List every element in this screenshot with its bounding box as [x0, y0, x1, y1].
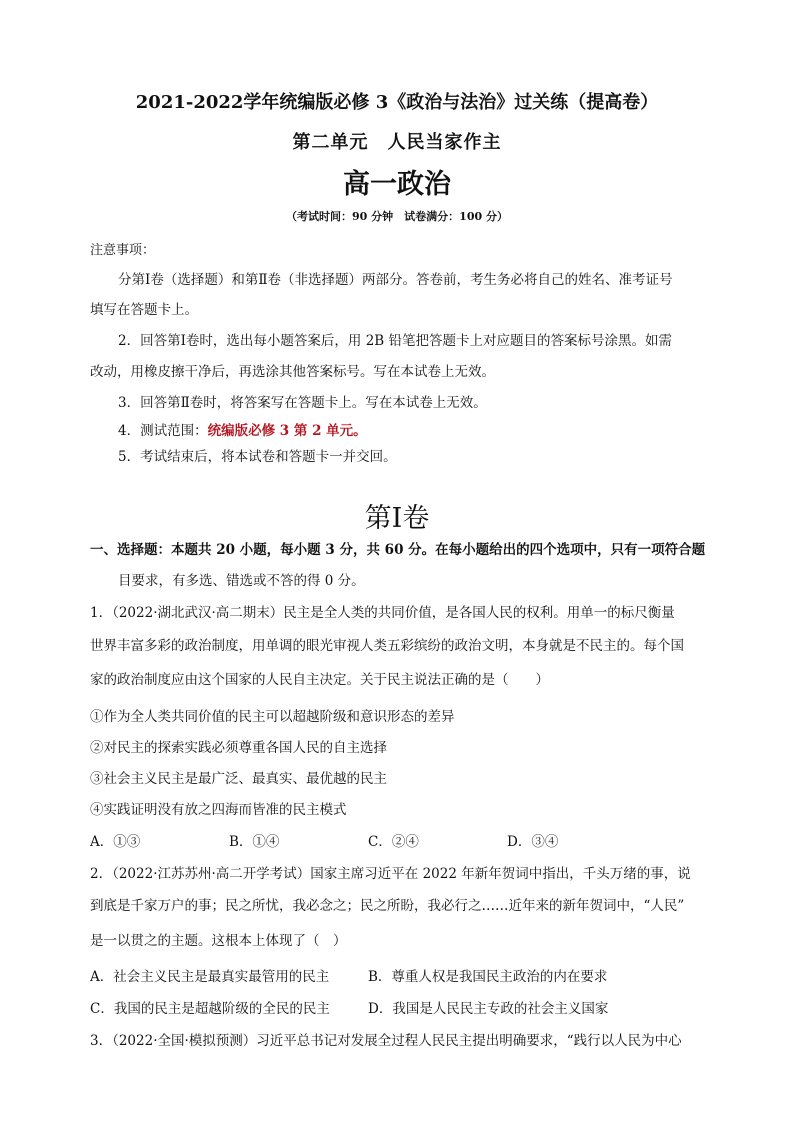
question-2-option-c[interactable]: C．我国的民主是超越阶级的全民的民主 [90, 1001, 330, 1017]
exam-info: （考试时间：90 分钟 试卷满分：100 分） [286, 210, 508, 223]
subject-title: 高一政治 [343, 169, 451, 200]
question-1-option-b[interactable]: B．①④ [229, 834, 280, 850]
section-instructions-line-1 [90, 540, 705, 560]
question-2-stem-line-1: 2．（2022·江苏苏州·高二开学考试）国家主席习近平在 2022 年新年贺词中指出，千头万绪的事，说 [90, 866, 691, 882]
section-title: 第Ⅰ卷 [364, 503, 430, 534]
exam-title: 2021-2022学年统编版必修 3《政治与法治》过关练（提高卷） [135, 92, 659, 113]
notice-heading: 注意事项： [90, 243, 156, 258]
instr-part-c: ，只有一项符合题 [597, 542, 706, 558]
question-1-statement-3: ③社会主义民主是最广泛、最真实、最优越的民主 [90, 771, 387, 787]
question-2-option-d[interactable]: D．我国是人民民主专政的社会主义国家 [368, 1001, 609, 1017]
notice-item-5: 5．考试结束后，将本试卷和答题卡一并交回。 [118, 449, 397, 465]
question-3-stem-line-1: 3．（2022·全国·模拟预测）习近平总书记对发展全过程人民民主提出明确要求，“践行以人民为中心 [90, 1033, 682, 1049]
question-1-statement-4: ④实践证明没有放之四海而皆准的民主模式 [90, 802, 347, 818]
question-2-option-a[interactable]: A．社会主义民主是最真实最管用的民主 [90, 969, 330, 985]
question-1-stem-line-2: 世界丰富多彩的政治制度，用单调的眼光审视人类五彩缤纷的政治文明，本身就是不民主的。每个国 [90, 638, 684, 654]
notice-item-1-line-2: 填写在答题卡上。 [90, 302, 198, 318]
notice-item-1-line-1: 分第Ⅰ卷（选择题）和第Ⅱ卷（非选择题）两部分。答卷前，考生务必将自己的姓名、准考证号 [118, 272, 673, 288]
notice-item-4 [118, 421, 367, 441]
question-1-option-a[interactable]: A．①③ [90, 834, 141, 850]
question-1-option-c[interactable]: C．②④ [368, 834, 419, 850]
question-2-stem-line-2: 到底是千家万户的事；民之所忧，我必念之；民之所盼，我必行之……近年来的新年贺词中，“人民” [90, 898, 685, 914]
question-2-option-b[interactable]: B．尊重人权是我国民主政治的内在要求 [368, 969, 608, 985]
question-2-stem-line-3: 是一以贯之的主题。这根本上体现了（ ） [90, 933, 347, 949]
notice-item-2-line-2: 改动，用橡皮擦干净后，再选涂其他答案标号。写在本试卷上无效。 [90, 364, 495, 380]
question-1-statement-1: ①作为全人类共同价值的民主可以超越阶级和意识形态的差异 [90, 709, 455, 725]
notice-item-3: 3．回答第Ⅱ卷时，将答案写在答题卡上。写在本试卷上无效。 [118, 395, 487, 411]
question-1-option-d[interactable]: D．③④ [507, 834, 559, 850]
notice-item-4-label: 4．测试范围： [118, 423, 208, 439]
section-instructions-line-2: 目要求，有多选、错选或不答的得 0 分。 [118, 573, 365, 589]
question-1-stem-line-3: 家的政治制度应由这个国家的人民自主决定。关于民主说法正确的是（ ） [90, 672, 549, 688]
question-1-stem-line-1: 1．（2022·湖北武汉·高二期末）民主是全人类的共同价值，是各国人民的权利。用单一的标尺衡量 [90, 605, 675, 621]
notice-item-2-line-1: 2．回答第Ⅰ卷时，选出每小题答案后，用 2B 铅笔把答题卡上对应题目的答案标号涂黑。如需 [118, 333, 673, 349]
test-scope: 统编版必修 3 第 2 单元。 [207, 423, 367, 439]
unit-title: 第二单元 人民当家作主 [292, 132, 502, 153]
instr-part-a: 一、选择题：本题共 20 小题，每小题 3 分，共 60 分。在每小题给出的 [90, 542, 530, 558]
instr-part-b: 四个选项中 [529, 542, 598, 558]
question-1-statement-2: ②对民主的探索实践必须尊重各国人民的自主选择 [90, 740, 387, 756]
